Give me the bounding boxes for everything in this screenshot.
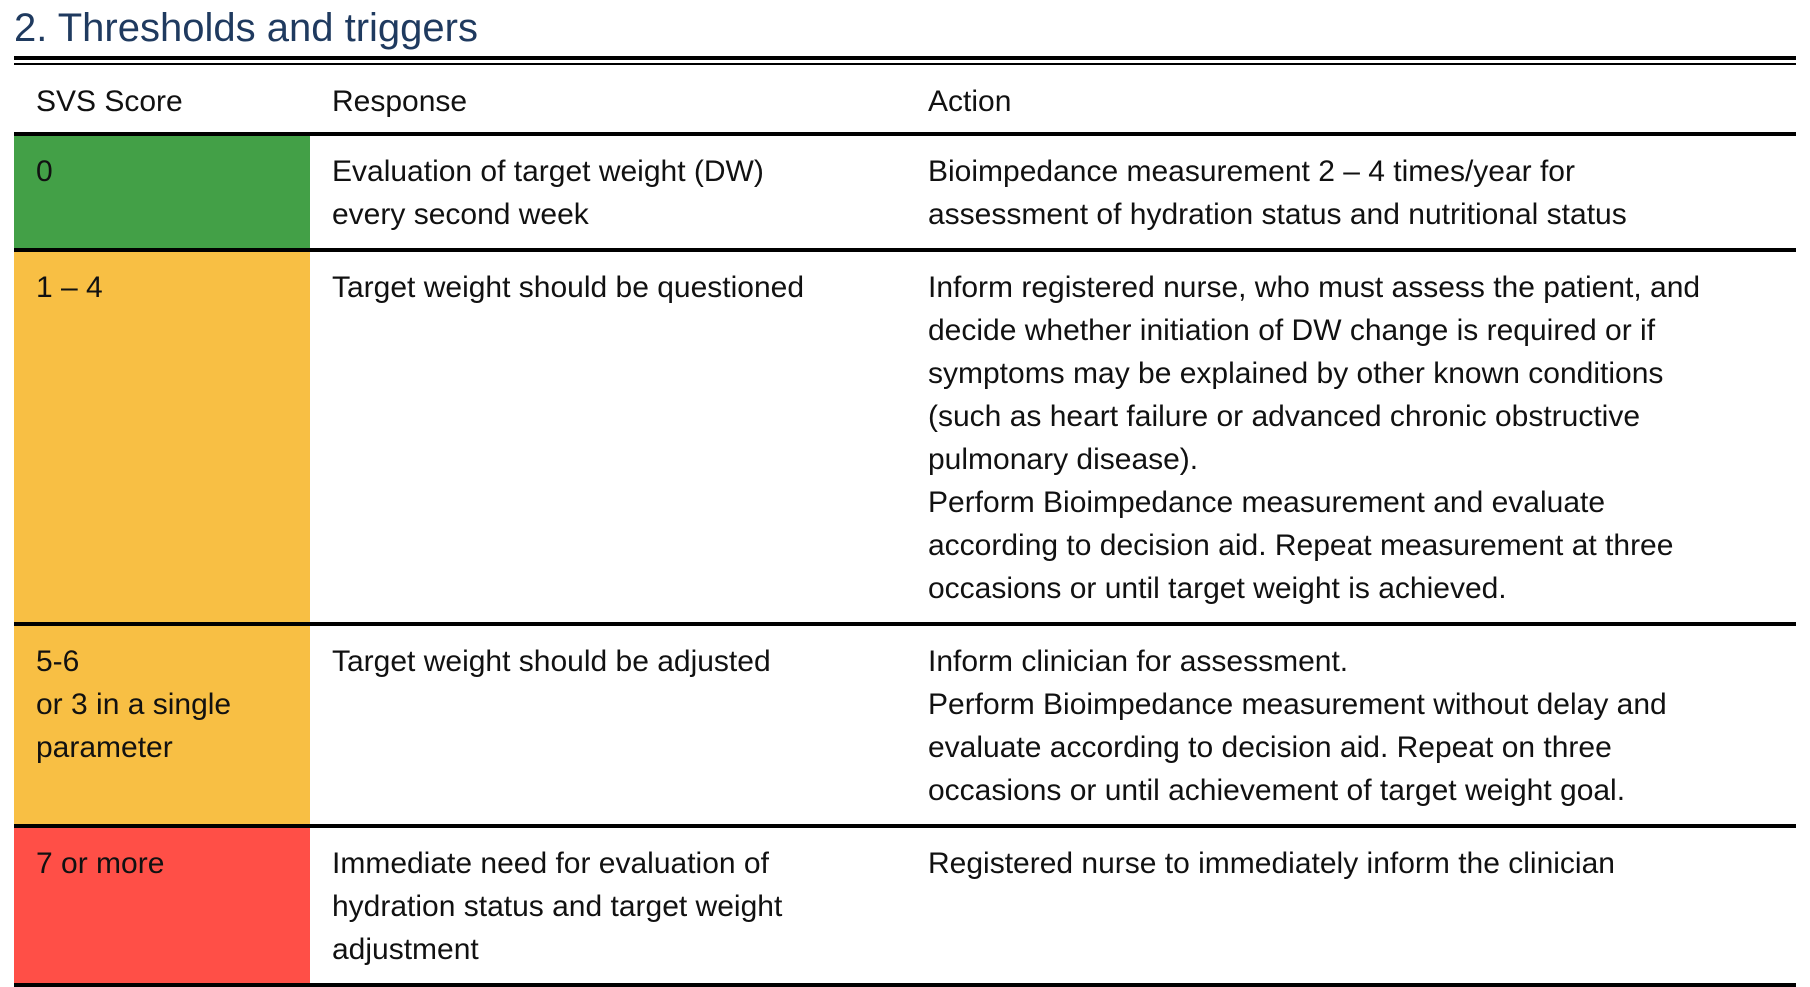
table-row-score-7-plus — [14, 826, 1796, 985]
action-cell-1: Inform registered nurse, who must assess the patient, and decide whether initiation of DW change is required or if symptoms may be explained by other known conditions (such as heart failure or advanced chronic obstructive pulmonary disease). Perform Bioimpedance measurement and evaluate according to decision aid. Repeat measurement at three occasions or until target weight is achieved. — [906, 250, 1796, 624]
score-cell-0: 0 — [14, 134, 310, 250]
score-cell-3: 7 or more — [14, 826, 310, 985]
action-cell-3: Registered nurse to immediately inform the clinician — [906, 826, 1796, 985]
title-underline-thick — [14, 56, 1796, 60]
response-cell-2: Target weight should be adjusted — [310, 624, 906, 826]
title-underline-thin — [14, 63, 1796, 65]
score-cell-2: 5-6 or 3 in a single parameter — [14, 624, 310, 826]
table-row-score-0 — [14, 134, 1796, 250]
header-svs-score: SVS Score — [14, 66, 310, 134]
score-cell-1: 1 – 4 — [14, 250, 310, 624]
response-cell-0: Evaluation of target weight (DW) every second week — [310, 134, 906, 250]
section-title: 2. Thresholds and triggers — [14, 6, 478, 50]
header-response: Response — [310, 66, 906, 134]
action-cell-0: Bioimpedance measurement 2 – 4 times/year for assessment of hydration status and nutritional status — [906, 134, 1796, 250]
table-header-row — [14, 66, 1796, 134]
action-cell-2: Inform clinician for assessment. Perform Bioimpedance measurement without delay and evaluate according to decision aid. Repeat on three occasions or until achievement of target weight goal. — [906, 624, 1796, 826]
response-cell-1: Target weight should be questioned — [310, 250, 906, 624]
response-cell-3: Immediate need for evaluation of hydration status and target weight adjustment — [310, 826, 906, 985]
header-action: Action — [906, 66, 1796, 134]
table-row-score-1-4 — [14, 250, 1796, 624]
table-row-score-5-6 — [14, 624, 1796, 826]
thresholds-table — [14, 66, 1796, 987]
